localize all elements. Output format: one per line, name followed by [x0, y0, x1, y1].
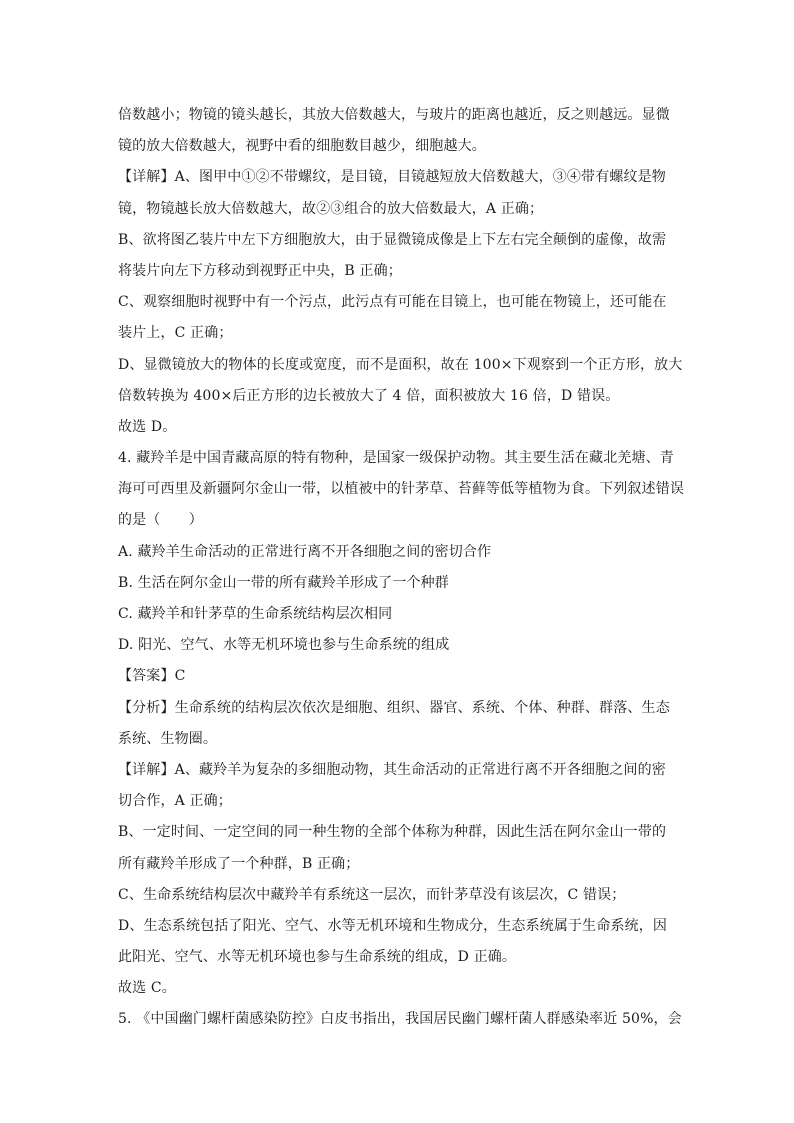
question-4-stem-line: 海可可西里及新疆阿尔金山一带，以植被中的针茅草、苔藓等低等植物为食。下列叙述错误: [118, 481, 684, 498]
option-c: C. 藏羚羊和针茅草的生命系统结构层次相同: [118, 606, 393, 622]
explanation-line: C、生命系统结构层次中藏羚羊有系统这一层次，而针茅草没有该层次，C 错误；: [118, 886, 626, 903]
text-line: D、显微镜放大的物体的长度或宽度，而不是面积，故在 100×下观察到一个正方形，放大: [118, 356, 683, 373]
conclusion-line: 故选 C。: [118, 980, 176, 997]
option-b: B. 生活在阿尔金山一带的所有藏羚羊形成了一个种群: [118, 574, 449, 591]
text-line: 装片上，C 正确；: [118, 325, 233, 342]
text-line: 将装片向左下方移动到视野正中央，B 正确；: [118, 262, 402, 279]
option-d: D. 阳光、空气、水等无机环境也参与生命系统的组成: [118, 637, 450, 654]
text-line: 故选 D。: [118, 418, 177, 435]
analysis-line: 系统、生物圈。: [118, 730, 218, 747]
option-a: A. 藏羚羊生命活动的正常进行离不开各细胞之间的密切合作: [118, 543, 492, 560]
text-line: C、观察细胞时视野中有一个污点，此污点有可能在目镜上，也可能在物镜上，还可能在: [118, 294, 667, 311]
explanation-line: B、一定时间、一定空间的同一种生物的全部个体称为种群，因此生活在阿尔金山一带的: [118, 824, 667, 841]
explanation-line: 所有藏羚羊形成了一个种群，B 正确；: [118, 855, 360, 872]
explanation-line: 【详解】A、藏羚羊为复杂的多细胞动物，其生命活动的正常进行离不开各细胞之间的密: [118, 761, 666, 778]
explanation-line: 切合作，A 正确；: [118, 793, 232, 810]
answer-line: 【答案】C: [118, 668, 186, 685]
text-line: 镜的放大倍数越大，视野中看的细胞数目越少，细胞越大。: [118, 138, 486, 155]
explanation-line: 此阳光、空气、水等无机环境也参与生命系统的组成，D 正确。: [118, 949, 517, 966]
text-line: 【详解】A、图甲中①②不带螺纹，是目镜，目镜越短放大倍数越大，③④带有螺纹是物: [118, 169, 666, 186]
text-line: 倍数越小；物镜的镜头越长，其放大倍数越大，与玻片的距离也越近，反之则越远。显微: [118, 107, 670, 123]
document-body: [118, 100, 684, 1036]
analysis-line: 【分析】生命系统的结构层次依次是细胞、组织、器官、系统、个体、种群、群落、生态: [118, 699, 670, 716]
question-5-stem-line: 5. 《中国幽门螺杆菌感染防控》白皮书指出，我国居民幽门螺杆菌人群感染率近 50%，会: [118, 1011, 682, 1028]
question-4-stem-line: 4. 藏羚羊是中国青藏高原的特有物种，是国家一级保护动物。其主要生活在藏北羌塘、青: [118, 450, 674, 467]
text-line: B、欲将图乙装片中左下方细胞放大，由于显微镜成像是上下左右完全颠倒的虚像，故需: [118, 231, 667, 248]
text-line: 倍数转换为 400×后正方形的边长被放大了 4 倍，面积被放大 16 倍，D 错误。: [118, 387, 620, 404]
question-4-stem-line: 的是（ ）: [118, 512, 203, 529]
text-line: 镜，物镜越长放大倍数越大，故②③组合的放大倍数最大，A 正确；: [118, 200, 544, 217]
explanation-line: D、生态系统包括了阳光、空气、水等无机环境和生物成分，生态系统属于生命系统，因: [118, 917, 668, 934]
